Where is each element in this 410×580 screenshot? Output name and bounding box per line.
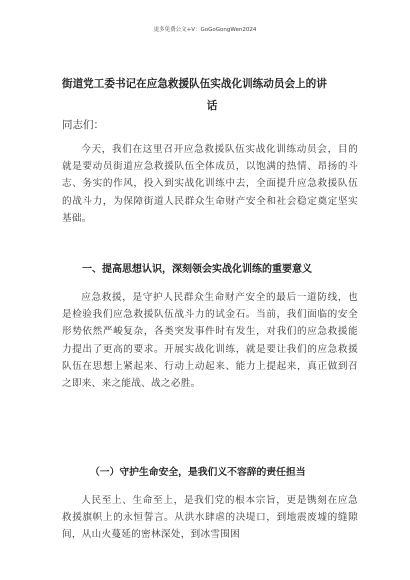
header-note: 更多免费公文+V：GoGoGongWen2024 (153, 27, 257, 33)
paragraph-section-1: 应急救援，是守护人民群众生命财产安全的最后一道防线，也是检验我们应急救援队伍战斗力的试金石。当前，我们面临的安全形势依然严峻复杂，各类突发事件时有发生，对我们的应急救援能力提出了更高的要求。开展实战化训练，就是要让我们的应急救援队伍在思想上紧起来、行动上动起来、能力上提起来，真正做到召之即来、来之能战、战之必胜。 (62, 292, 358, 390)
title-line-1: 街道党工委书记在应急救援队伍实战化训练动员会上的讲 (62, 78, 327, 90)
paragraph-intro: 今天，我们在这里召开应急救援队伍实战化训练动员会，目的就是要动员街道应急救援队伍全体成员，以饱满的热情、昂扬的斗志、务实的作风，投入到实战化训练中去，全面提升应急救援队伍的战斗力，为保障街道人民群众生命财产安全和社会稳定奠定坚实基础。 (62, 144, 358, 224)
title-line-2: 话 (206, 100, 218, 112)
subsection-heading-1: （一）守护生命安全，是我们义不容辞的责任担当 (90, 467, 306, 478)
document-title (62, 73, 362, 117)
paragraph-subsection-1: 人民至上、生命至上，是我们党的根本宗旨，更是镌刻在应急救援旗帜上的永恒誓言。从洪水肆虐的决堤口，到地震废墟的缝隙间，从山火蔓延的密林深处，到冰雪围困 (62, 495, 358, 541)
section-heading-1: 一、提高思想认识，深刻领会实战化训练的重要意义 (82, 264, 312, 275)
greeting: 同志们： (62, 119, 104, 131)
